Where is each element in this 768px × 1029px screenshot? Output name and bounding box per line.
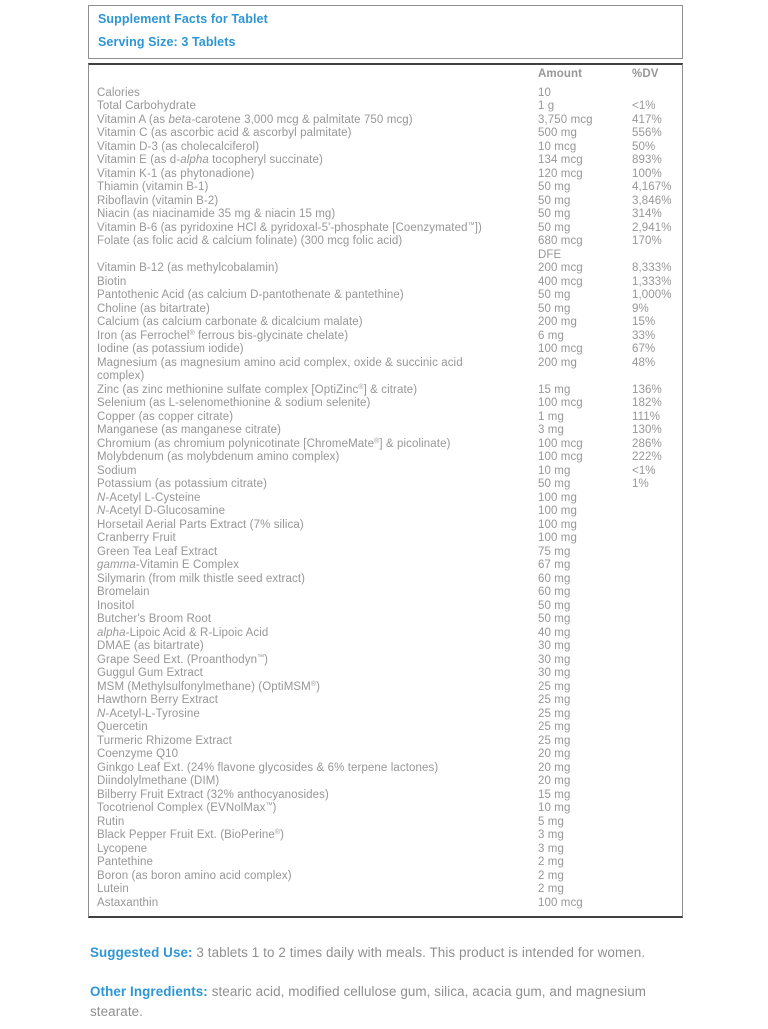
ingredient-dv: 556% (632, 127, 662, 139)
ingredient-amount: 30 mg (538, 667, 571, 679)
ingredient-name: Molybdenum (as molybdenum amino complex) (97, 451, 340, 463)
table-row (97, 627, 674, 641)
ingredient-name: Vitamin K-1 (as phytonadione) (97, 167, 255, 180)
ingredient-name: Black Pepper Fruit Ext. (BioPerine®) (97, 829, 285, 841)
ingredient-name: Vitamin E (as d-alpha tocopheryl succinate) (97, 154, 323, 166)
table-row (97, 586, 674, 600)
ingredient-amount: 3 mg (538, 842, 564, 855)
ingredient-dv: 100% (632, 167, 662, 180)
ingredient-name: Turmeric Rhizome Extract (97, 734, 232, 747)
ingredient-amount: 500 mg (538, 127, 577, 139)
table-row (97, 141, 674, 155)
ingredient-dv: 50% (632, 140, 656, 153)
ingredient-dv: 136% (632, 383, 662, 396)
table-row (97, 397, 674, 411)
table-row (97, 114, 674, 128)
ingredient-name: Ginkgo Leaf Ext. (24% flavone glycosides & 6% terpene lactones) (97, 761, 439, 774)
ingredient-amount: 100 mcg (538, 451, 583, 463)
ingredient-name: Bilberry Fruit Extract (32% anthocyanosides) (97, 788, 329, 801)
ingredient-amount: 2 mg (538, 856, 564, 868)
table-row (97, 559, 674, 573)
ingredient-dv: 222% (632, 451, 662, 463)
ingredient-name: Rutin (97, 815, 125, 828)
ingredient-amount: 134 mcg (538, 154, 583, 166)
supplement-facts-table (88, 63, 683, 918)
ingredient-name: Hawthorn Berry Extract (97, 694, 219, 706)
ingredient-name: Astaxanthin (97, 896, 159, 909)
ingredient-name: Chromium (as chromium polynicotinate [ChromeMate®] & picolinate) (97, 437, 451, 450)
ingredient-dv: 48% (632, 356, 656, 369)
ingredient-dv: <1% (632, 100, 656, 112)
ingredient-name: Vitamin C (as ascorbic acid & ascorbyl palmitate) (97, 127, 352, 139)
table-row (97, 127, 674, 141)
ingredient-dv: 8,333% (632, 262, 672, 274)
table-row (97, 654, 674, 668)
ingredient-name: Choline (as bitartrate) (97, 302, 210, 315)
ingredient-dv: 182% (632, 397, 662, 409)
ingredient-amount: 50 mg (538, 289, 571, 301)
ingredient-amount: 100 mcg (538, 397, 583, 409)
serving-size: Serving Size: 3 Tablets (98, 35, 236, 49)
table-body (97, 87, 674, 911)
ingredient-amount: 2 mg (538, 869, 564, 882)
ingredient-dv: 1,333% (632, 275, 672, 288)
table-row (97, 789, 674, 803)
table-row (97, 492, 674, 506)
ingredient-name: Calcium (as calcium carbonate & dicalcium malate) (97, 316, 363, 328)
table-row (97, 262, 674, 276)
ingredient-amount: 100 mcg (538, 896, 583, 909)
table-row (97, 667, 674, 681)
ingredient-dv: 1% (632, 478, 649, 490)
table-row (97, 735, 674, 749)
ingredient-amount: 50 mg (538, 302, 571, 315)
ingredient-amount: 75 mg (538, 545, 571, 558)
table-row (97, 384, 674, 398)
table-row (97, 154, 674, 168)
ingredient-amount: 20 mg (538, 761, 571, 774)
ingredient-name: Manganese (as manganese citrate) (97, 424, 282, 436)
ingredient-amount: 15 mg (538, 788, 571, 801)
ingredient-amount: 50 mg (538, 194, 571, 207)
ingredient-name: Vitamin B-6 (as pyridoxine HCl & pyridoxal-5'-phosphate [Coenzymated™]) (97, 221, 482, 234)
ingredient-dv: 4,167% (632, 181, 672, 193)
ingredient-amount: 2 mg (538, 883, 564, 895)
ingredient-amount: 100 mcg (538, 343, 583, 355)
ingredient-amount: 100 mg (538, 532, 577, 544)
other-ingredients-text: stearic acid, modified cellulose gum, silica, acacia gum, and magnesium stearate. (90, 984, 647, 1019)
ingredient-name: Quercetin (97, 721, 148, 733)
ingredient-name: Grape Seed Ext. (Proanthodyn™) (97, 653, 269, 666)
ingredient-name: Pantethine (97, 856, 153, 868)
ingredient-dv: 893% (632, 154, 662, 166)
table-row (97, 802, 674, 816)
table-header-row (97, 68, 674, 82)
table-row (97, 289, 674, 303)
ingredient-name: Lycopene (97, 842, 148, 855)
table-row (97, 640, 674, 654)
ingredient-amount: 25 mg (538, 707, 571, 720)
ingredient-amount: 200 mg (538, 356, 577, 369)
ingredient-name: Bromelain (97, 586, 150, 598)
ingredient-dv: 3,846% (632, 194, 672, 207)
ingredient-amount: 15 mg (538, 383, 571, 396)
ingredient-name: Horsetail Aerial Parts Extract (7% silica) (97, 518, 304, 531)
table-row (97, 424, 674, 438)
ingredient-amount: 25 mg (538, 680, 571, 693)
table-row (97, 411, 674, 425)
ingredient-name: Pantothenic Acid (as calcium D-pantothenate & pantethine) (97, 289, 404, 301)
ingredient-dv: 2,941% (632, 221, 672, 234)
ingredient-amount: 10 mg (538, 802, 571, 814)
ingredient-name: Selenium (as L-selenomethionine & sodium selenite) (97, 397, 371, 409)
ingredient-amount: 10 mg (538, 464, 571, 477)
table-row (97, 451, 674, 465)
suggested-use-text: 3 tablets 1 to 2 times daily with meals. This product is intended for women. (192, 945, 646, 960)
ingredient-name: Lutein (97, 883, 129, 895)
ingredient-amount: 400 mcg (538, 275, 583, 288)
suggested-use-note (90, 943, 668, 963)
table-row (97, 762, 674, 776)
table-row (97, 532, 674, 546)
table-row (97, 613, 674, 627)
ingredient-amount: 680 mcg DFE (538, 235, 583, 261)
table-row (97, 438, 674, 452)
table-row (97, 708, 674, 722)
ingredient-name: MSM (Methylsulfonylmethane) (OptiMSM®) (97, 680, 321, 693)
ingredient-name: Total Carbohydrate (97, 100, 196, 112)
ingredient-amount: 6 mg (538, 329, 564, 342)
ingredient-amount: 50 mg (538, 599, 571, 612)
ingredient-amount: 3,750 mcg (538, 113, 593, 126)
ingredient-name: Folate (as folic acid & calcium folinate) (300 mcg folic acid) (97, 235, 403, 247)
table-row (97, 829, 674, 843)
ingredient-dv: 417% (632, 113, 662, 126)
table-row (97, 843, 674, 857)
table-row (97, 276, 674, 290)
ingredient-dv: 130% (632, 424, 662, 436)
dv-column-header: %DV (632, 68, 659, 80)
table-row (97, 600, 674, 614)
table-row (97, 343, 674, 357)
ingredient-amount: 20 mg (538, 748, 571, 760)
ingredient-amount: 100 mg (538, 518, 577, 531)
ingredient-name: gamma-Vitamin E Complex (97, 559, 240, 571)
ingredient-name: N-Acetyl L-Cysteine (97, 491, 201, 504)
table-row (97, 181, 674, 195)
ingredient-amount: 10 mcg (538, 140, 577, 153)
table-row (97, 357, 674, 384)
ingredient-amount: 100 mg (538, 491, 577, 504)
ingredient-name: Iron (as Ferrochel® ferrous bis-glycinate chelate) (97, 329, 349, 342)
ingredient-amount: 30 mg (538, 653, 571, 666)
table-row (97, 222, 674, 236)
ingredient-name: Coenzyme Q10 (97, 748, 179, 760)
table-row (97, 573, 674, 587)
table-row (97, 87, 674, 101)
ingredient-amount: 60 mg (538, 586, 571, 598)
table-row (97, 519, 674, 533)
ingredient-amount: 67 mg (538, 559, 571, 571)
ingredient-amount: 25 mg (538, 694, 571, 706)
ingredient-amount: 1 mg (538, 410, 564, 423)
ingredient-amount: 3 mg (538, 829, 564, 841)
supplement-facts-page (0, 5, 768, 1029)
table-row (97, 303, 674, 317)
ingredient-dv: 9% (632, 302, 649, 315)
ingredient-amount: 25 mg (538, 734, 571, 747)
table-row (97, 856, 674, 870)
ingredient-name: alpha-Lipoic Acid & R-Lipoic Acid (97, 626, 269, 639)
ingredient-name: Vitamin B-12 (as methylcobalamin) (97, 262, 279, 274)
ingredient-dv: 1,000% (632, 289, 672, 301)
table-row (97, 546, 674, 560)
ingredient-amount: 60 mg (538, 572, 571, 585)
ingredient-amount: 100 mg (538, 505, 577, 517)
ingredient-amount: 50 mg (538, 221, 571, 234)
table-row (97, 775, 674, 789)
ingredient-name: Thiamin (vitamin B-1) (97, 181, 209, 193)
ingredient-amount: 100 mcg (538, 437, 583, 450)
table-row (97, 870, 674, 884)
other-ingredients-note (90, 982, 668, 1022)
ingredient-name: N-Acetyl D-Glucosamine (97, 505, 226, 517)
ingredient-amount: 30 mg (538, 640, 571, 652)
ingredient-amount: 1 g (538, 100, 555, 112)
amount-column-header: Amount (538, 68, 583, 80)
table-row (97, 465, 674, 479)
ingredient-amount: 200 mg (538, 316, 577, 328)
table-row (97, 897, 674, 911)
table-row (97, 208, 674, 222)
supplement-facts-header-box (88, 5, 683, 59)
ingredient-dv: 314% (632, 208, 662, 220)
ingredient-dv: 111% (632, 410, 661, 423)
ingredient-name: Vitamin D-3 (as cholecalciferol) (97, 140, 260, 153)
ingredient-name: N-Acetyl-L-Tyrosine (97, 707, 200, 720)
ingredient-name: Copper (as copper citrate) (97, 410, 234, 423)
ingredient-name: Sodium (97, 464, 137, 477)
ingredient-name: Biotin (97, 275, 127, 288)
table-row (97, 883, 674, 897)
ingredient-name: Tocotrienol Complex (EVNolMax™) (97, 802, 277, 814)
table-row (97, 505, 674, 519)
ingredient-amount: 10 (538, 86, 551, 99)
ingredient-name: Zinc (as zinc methionine sulfate complex [OptiZinc®] & citrate) (97, 383, 418, 396)
ingredient-name: Magnesium (as magnesium amino acid complex, oxide & succinic acid complex) (97, 356, 463, 382)
ingredient-amount: 50 mg (538, 613, 571, 625)
ingredient-amount: 25 mg (538, 721, 571, 733)
ingredient-dv: 286% (632, 437, 662, 450)
other-ingredients-label: Other Ingredients: (90, 984, 208, 999)
table-row (97, 235, 674, 262)
facts-title: Supplement Facts for Tablet (98, 12, 268, 26)
ingredient-amount: 20 mg (538, 775, 571, 787)
table-row (97, 100, 674, 114)
table-row (97, 195, 674, 209)
ingredient-name: Niacin (as niacinamide 35 mg & niacin 15 mg) (97, 208, 336, 220)
ingredient-name: Riboflavin (vitamin B-2) (97, 194, 219, 207)
table-row (97, 816, 674, 830)
ingredient-amount: 50 mg (538, 208, 571, 220)
ingredient-amount: 50 mg (538, 181, 571, 193)
ingredient-name: Inositol (97, 599, 135, 612)
ingredient-name: Butcher's Broom Root (97, 613, 212, 625)
ingredient-name: Potassium (as potassium citrate) (97, 478, 268, 490)
ingredient-name: Calories (97, 86, 140, 99)
table-row (97, 168, 674, 182)
table-row (97, 748, 674, 762)
table-row (97, 316, 674, 330)
ingredient-dv: <1% (632, 464, 656, 477)
suggested-use-label: Suggested Use: (90, 945, 193, 960)
ingredient-name: DMAE (as bitartrate) (97, 640, 204, 652)
table-row (97, 721, 674, 735)
ingredient-name: Cranberry Fruit (97, 532, 176, 544)
ingredient-amount: 200 mcg (538, 262, 583, 274)
table-row (97, 330, 674, 344)
ingredient-name: Iodine (as potassium iodide) (97, 343, 244, 355)
ingredient-dv: 170% (632, 235, 662, 247)
ingredient-amount: 5 mg (538, 815, 564, 828)
ingredient-name: Diindolylmethane (DIM) (97, 775, 220, 787)
ingredient-name: Vitamin A (as beta-carotene 3,000 mcg & palmitate 750 mcg) (97, 113, 413, 126)
ingredient-dv: 33% (632, 329, 656, 342)
ingredient-name: Boron (as boron amino acid complex) (97, 869, 292, 882)
table-row (97, 694, 674, 708)
ingredient-dv: 67% (632, 343, 656, 355)
ingredient-name: Silymarin (from milk thistle seed extract) (97, 572, 306, 585)
ingredient-name: Green Tea Leaf Extract (97, 545, 218, 558)
table-row (97, 681, 674, 695)
table-row (97, 478, 674, 492)
ingredient-amount: 120 mcg (538, 167, 583, 180)
ingredient-name: Guggul Gum Extract (97, 667, 203, 679)
ingredient-amount: 50 mg (538, 478, 571, 490)
ingredient-amount: 3 mg (538, 424, 564, 436)
ingredient-dv: 15% (632, 316, 656, 328)
ingredient-amount: 40 mg (538, 626, 571, 639)
